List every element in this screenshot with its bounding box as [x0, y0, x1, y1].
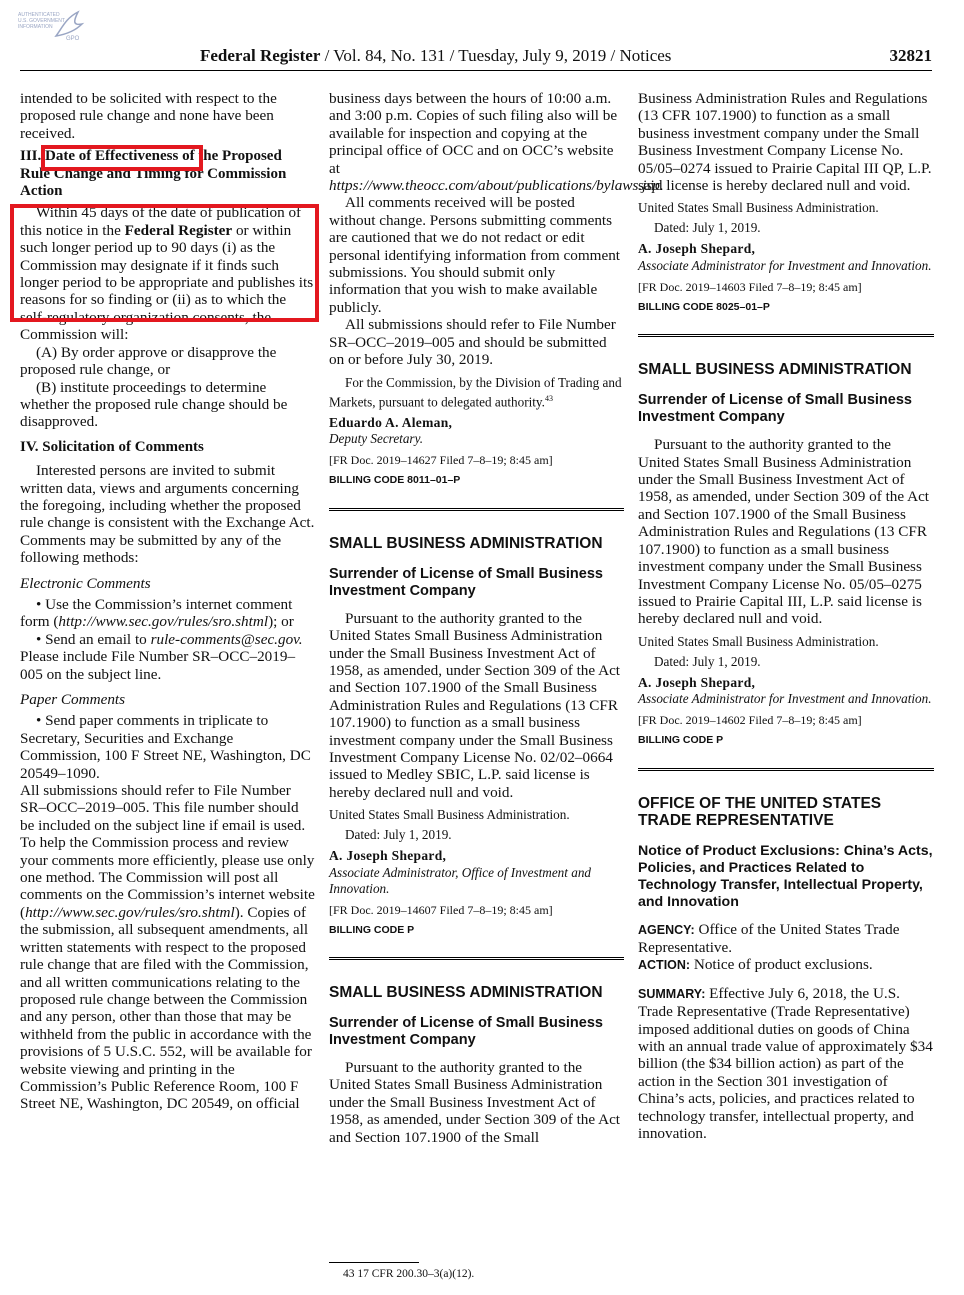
signer-title: Deputy Secretary.: [329, 431, 423, 447]
signer-title: Associate Administrator, Office of Investment and Innovation.: [329, 864, 592, 896]
agency-line: AGENCY: Office of the United States Trade Representative.: [638, 920, 900, 956]
column-3: [638, 90, 934, 1142]
paragraph: Pursuant to the authority granted to the United States Small Business Administration under the Small Business Investment Act of 1958, as amended, under Section 309 of the Act and Section 107.1900 of the Small: [329, 1058, 621, 1146]
bullet-item: • Send paper comments in triplicate to Secretary, Securities and Exchange Commission, 100 F Street NE, Washington, DC 20549–1090.: [20, 712, 311, 782]
document-title: Notice of Product Exclusions: China’s Acts, Policies, and Practices Related to Technology Transfer, Intellectual Property, and Innovation: [638, 842, 933, 910]
paragraph: United States Small Business Administration.: [638, 200, 879, 216]
paragraph: For the Commission, by the Division of Trading and Markets, pursuant to delegated authority.$^{43}$: [329, 374, 622, 409]
signer-name: Eduardo A. Aleman,: [329, 414, 453, 430]
dated: Dated: July 1, 2019.: [654, 653, 761, 669]
page-header: [200, 46, 932, 68]
signer-title: Associate Administrator for Investment and Innovation.: [638, 691, 932, 707]
svg-text:GPO: GPO: [66, 36, 80, 42]
link[interactable]: http://www.sec.gov/rules/sro.shtml: [58, 613, 269, 631]
separator-rule: [638, 768, 934, 771]
separator-rule: [329, 957, 624, 960]
highlighted-paragraph: Within 45 days of the date of publication of this notice in the Federal Register or within such longer period up to 90 days (i) as the Commission may designate if it finds such longer period to be appropriate and publishes its reasons for so finding or (ii) as to which the self-regulatory organization consents, the Commission will:: [20, 204, 314, 344]
fr-doc: [FR Doc. 2019–14602 Filed 7–8–19; 8:45 am]: [638, 713, 862, 728]
paragraph: United States Small Business Administration.: [638, 633, 879, 649]
summary-paragraph: SUMMARY: Effective July 6, 2018, the U.S. Trade Representative (Trade Representative) imposed additional duties on goods of China with an annual trade value of approximately $34 billion (the $34 billion action) as part of the action in the Section 301 investigation of China’s acts, policies, and practices related to technology transfer, intellectual property, and innovation.: [638, 984, 933, 1142]
dated: Dated: July 1, 2019.: [345, 827, 452, 843]
paragraph: Business Administration Rules and Regulations (13 CFR 107.1900) to function as a small business investment company under the Small Business Investment Company License No. 05/05–0274 issued to Prairie Capital III QP, L.P. said license is hereby declared null and void.: [638, 90, 932, 195]
fr-doc: [FR Doc. 2019–14603 Filed 7–8–19; 8:45 am]: [638, 279, 862, 294]
billing-code: BILLING CODE 8025–01–P: [638, 300, 770, 313]
authenticated-gpo-logo: [12, 8, 87, 42]
header-rule: [20, 70, 932, 71]
separator-rule: [329, 508, 624, 511]
agency-heading: SMALL BUSINESS ADMINISTRATION: [329, 534, 603, 552]
paragraph: (A) By order approve or disapprove the proposed rule change, or: [20, 343, 277, 379]
paragraph: business days between the hours of 10:00 a.m. and 3:00 p.m. Copies of such filing also will be available for inspection and copying at the principal office of OCC and on OCC’s website at https://www.theocc.com/about/publications/bylaws.jsp.: [329, 90, 664, 195]
paragraph: Pursuant to the authority granted to the United States Small Business Administration under the Small Business Investment Act of 1958, as amended, under Section 309 of the Act and Section 107.1900 of the Small Business Administration Rules and Regulations (13 CFR 107.1900) to function as a small business investment company under the Small Business Investment Company License No. 02/02–0664 issued to Medley SBIC, L.P. said license is hereby declared null and void.: [329, 609, 621, 801]
paragraph: All comments received will be posted without change. Persons submitting comments are cautioned that we do not redact or edit personal identifying information from comment submissions. You should submit only information that you wish to make available publicly.: [329, 194, 621, 316]
email-link[interactable]: rule-comments@sec.gov.: [150, 630, 303, 648]
footnote: 43 17 CFR 200.30–3(a)(12).: [343, 1268, 475, 1280]
billing-code: BILLING CODE 8011–01–P: [329, 474, 461, 487]
document-title: Surrender of License of Small Business Investment Company: [329, 565, 603, 599]
logo-text: AUTHENTICATED U.S. GOVERNMENT INFORMATION: [18, 12, 65, 30]
billing-code: BILLING CODE P: [638, 734, 724, 747]
section-heading-iii: III. Date of Effectiveness of the Proposed Rule Change and Timing for Commission Action: [20, 148, 287, 200]
link[interactable]: http://www.sec.gov/rules/sro.shtml: [25, 903, 235, 921]
document-title: Surrender of License of Small Business Investment Company: [329, 1014, 603, 1048]
section-heading-iv: IV. Solicitation of Comments: [20, 438, 204, 455]
fr-doc: [FR Doc. 2019–14627 Filed 7–8–19; 8:45 am]: [329, 453, 553, 468]
page-number: 32821: [889, 46, 932, 65]
publication-name: Federal Register: [200, 46, 321, 65]
separator-rule: [638, 334, 934, 337]
fr-doc: [FR Doc. 2019–14607 Filed 7–8–19; 8:45 am]: [329, 902, 553, 917]
highlighted-phrase: Date of Effectiveness: [45, 148, 179, 165]
action-line: ACTION: Notice of product exclusions.: [638, 956, 873, 974]
paragraph: United States Small Business Administration.: [329, 807, 570, 823]
paragraph: All submissions should refer to File Number SR–OCC–2019–005. This file number should be included on the subject line if email is used. To help the Commission process and review your comments more efficiently, please use only one method. The Commission will post all comments on the Commission’s internet website (http://www.sec.gov/rules/sro.shtml). Copies of the submission, all subsequent amendments, all written statements with respect to the proposed rule change that are filed with the Commission, and all written communications relating to the proposed rule change between the Commission and any person, other than those that may be withheld from the public in accordance with the provisions of 5 U.S.C. 552, will be available for website viewing and printing in the Commission’s Public Reference Room, 100 F Street NE, Washington, DC 20549, on official: [20, 782, 315, 1113]
paragraph: Pursuant to the authority granted to the United States Small Business Administration under the Small Business Investment Act of 1958, as amended, under Section 309 of the Act and Section 107.1900 of the Small Business Administration Rules and Regulations (13 CFR 107.1900) to function as a small business investment company under the Small Business Investment Company License No. 05/05–0275 issued to Prairie Capital III, L.P. said license is hereby declared null and void.: [638, 436, 930, 628]
agency-heading: OFFICE OF THE UNITED STATES TRADE REPRESENTATIVE: [638, 794, 882, 829]
paragraph: Interested persons are invited to submit written data, views and arguments concerning the foregoing, including whether the proposed rule change is consistent with the Exchange Act. Comments may be submitted by any of the following methods:: [20, 462, 315, 567]
bullet-item: • Use the Commission’s internet comment form (http://www.sec.gov/rules/sro.shtml); or: [20, 595, 294, 631]
bullet-item: • Send an email to rule-comments@sec.gov. Please include File Number SR–OCC–2019–005 on the subject line.: [20, 630, 303, 683]
subheading-electronic: Electronic Comments: [20, 574, 151, 592]
paragraph: intended to be solicited with respect to the proposed rule change and none have been received.: [20, 90, 277, 142]
signer-name: A. Joseph Shepard,: [638, 241, 756, 257]
paragraph: (B) institute proceedings to determine whether the proposed rule change should be disapproved.: [20, 378, 288, 431]
signer-name: A. Joseph Shepard,: [638, 674, 756, 690]
column-2: [329, 90, 664, 1146]
document-title: Surrender of License of Small Business Investment Company: [638, 392, 912, 426]
signer-name: A. Joseph Shepard,: [329, 848, 447, 864]
subheading-paper: Paper Comments: [20, 691, 126, 708]
dated: Dated: July 1, 2019.: [654, 220, 761, 236]
footnote-rule: [329, 1262, 419, 1263]
signer-title: Associate Administrator for Investment and Innovation.: [638, 257, 932, 273]
highlight-box-date-of-effectiveness: [41, 145, 203, 171]
link[interactable]: https://www.theocc.com/about/publications/bylaws.jsp.: [329, 177, 664, 195]
eagle-icon: [52, 8, 88, 42]
agency-heading: SMALL BUSINESS ADMINISTRATION: [329, 983, 603, 1001]
agency-heading: SMALL BUSINESS ADMINISTRATION: [638, 361, 912, 379]
issue-info: / Vol. 84, No. 131 / Tuesday, July 9, 2019 / Notices: [320, 46, 672, 65]
billing-code: BILLING CODE P: [329, 923, 415, 936]
highlight-box-within-45-days: [10, 204, 319, 322]
paragraph: All submissions should refer to File Number SR–OCC–2019–005 and should be submitted on or before July 30, 2019.: [329, 316, 616, 369]
